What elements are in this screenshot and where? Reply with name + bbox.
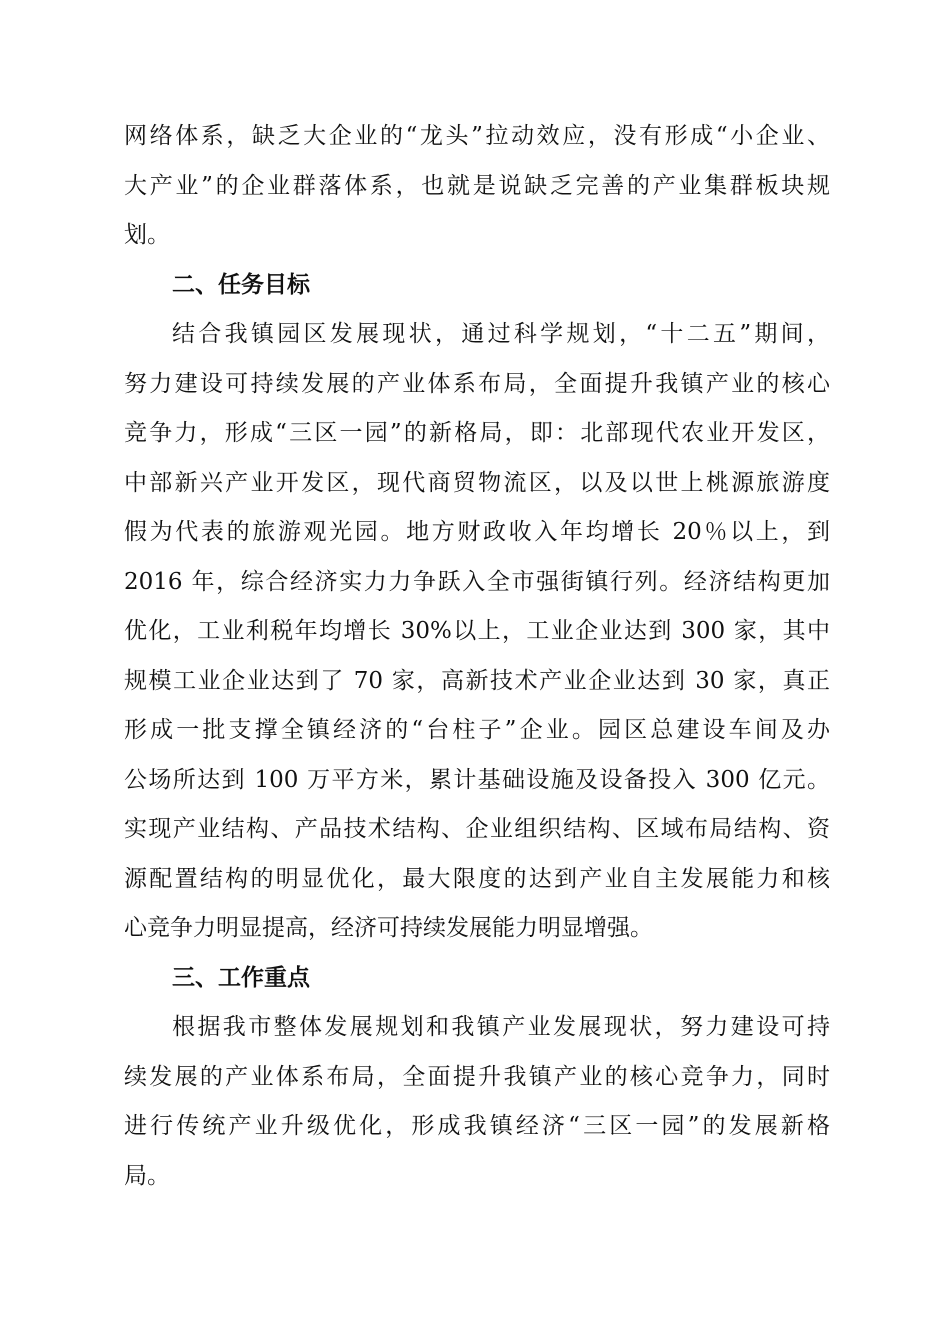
paragraph-line: 局。	[124, 1162, 170, 1189]
paragraph-line: 结合我镇园区发展现状，通过科学规划，“十二五”期间，	[172, 321, 830, 347]
paragraph-line: 中部新兴产业开发区，现代商贸物流区，以及以世上桃源旅游度	[124, 469, 830, 496]
section-heading-work-focus: 三、工作重点	[172, 964, 310, 991]
paragraph-line: 网络体系，缺乏大企业的“龙头”拉动效应，没有形成“小企业、	[124, 123, 830, 149]
work-focus-paragraph	[124, 1003, 830, 1201]
task-goals-paragraph	[124, 310, 830, 954]
section-heading-task-goals: 二、任务目标	[172, 271, 310, 298]
paragraph-line: 划。	[124, 222, 170, 248]
paragraph-line: 根据我市整体发展规划和我镇产业发展现状，努力建设可持	[172, 1014, 830, 1040]
paragraph-line: 规模工业企业达到了 70 家，高新技术产业企业达到 30 家，真正	[124, 667, 830, 694]
document-body	[124, 112, 830, 1201]
paragraph-line: 优化，工业利税年均增长 30%以上，工业企业达到 300 家，其中	[124, 618, 830, 644]
paragraph-line: 形成一批支撑全镇经济的“台柱子”企业。园区总建设车间及办	[124, 717, 830, 743]
paragraph-line: 竞争力，形成“三区一园”的新格局，即：北部现代农业开发区，	[124, 420, 830, 446]
paragraph-line: 大产业”的企业群落体系，也就是说缺乏完善的产业集群板块规	[124, 172, 830, 199]
paragraph-line: 实现产业结构、产品技术结构、企业组织结构、区域布局结构、资	[124, 816, 830, 842]
paragraph-line: 源配置结构的明显优化，最大限度的达到产业自主发展能力和核	[124, 865, 830, 892]
paragraph-line: 努力建设可持续发展的产业体系布局，全面提升我镇产业的核心	[124, 370, 830, 397]
paragraph-line: 续发展的产业体系布局，全面提升我镇产业的核心竞争力，同时	[124, 1063, 830, 1090]
paragraph-line: 进行传统产业升级优化，形成我镇经济“三区一园”的发展新格	[124, 1113, 830, 1139]
paragraph-line: 心竞争力明显提高，经济可持续发展能力明显增强。	[124, 915, 653, 941]
paragraph-line: 假为代表的旅游观光园。地方财政收入年均增长 20％以上，到	[124, 519, 830, 545]
intro-paragraph	[124, 112, 830, 261]
paragraph-line: 公场所达到 100 万平方米，累计基础设施及设备投入 300 亿元。	[124, 766, 830, 793]
paragraph-line: 2016 年，综合经济实力力争跃入全市强街镇行列。经济结构更加	[124, 568, 830, 595]
